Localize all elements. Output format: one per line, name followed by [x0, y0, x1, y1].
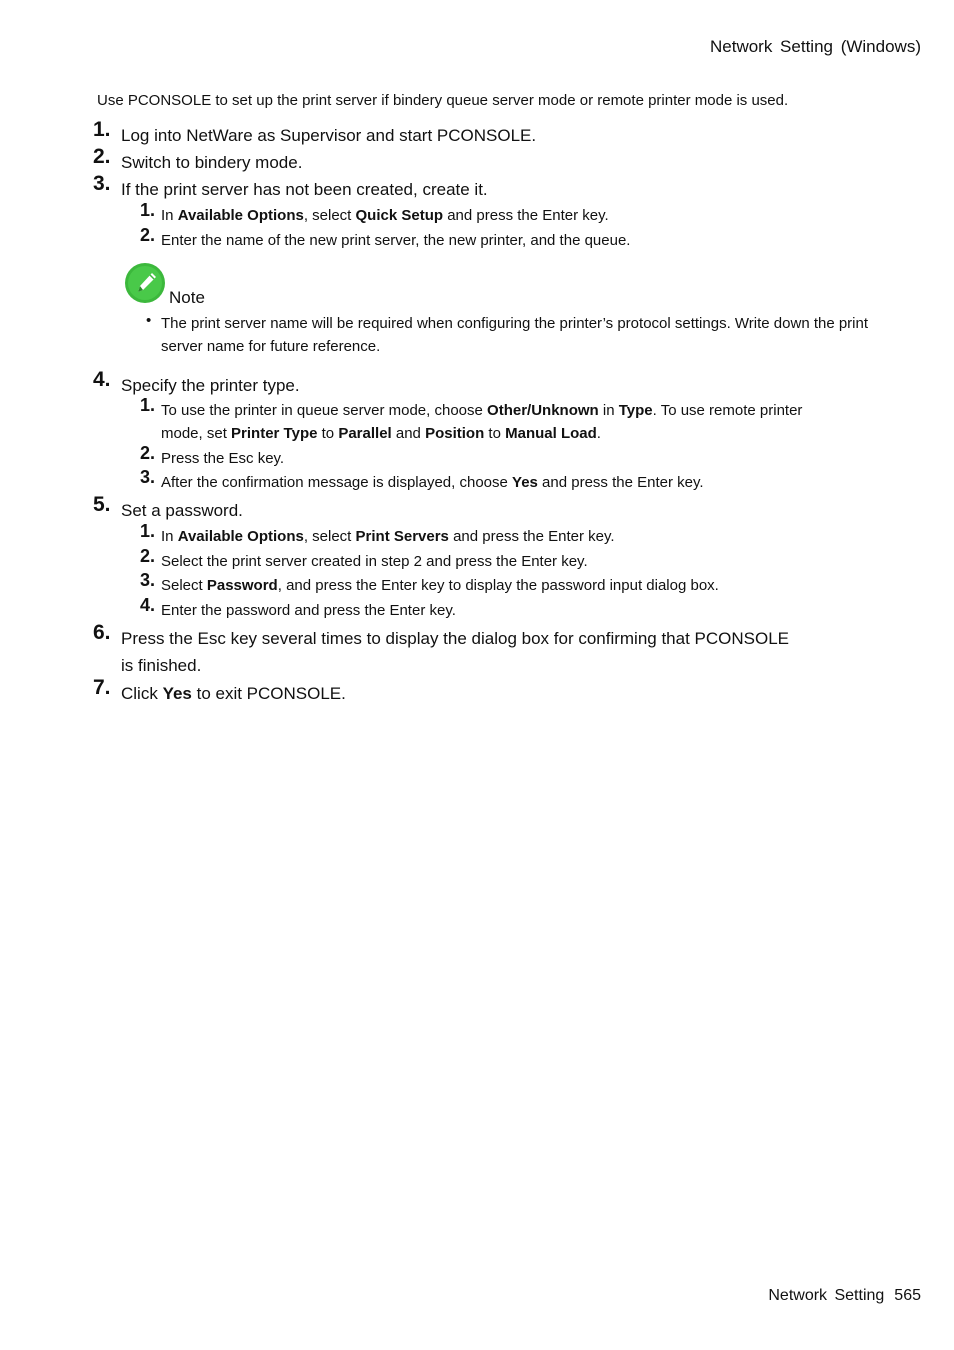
- substep-text-line1: To use the printer in queue server mode, choose Other/Unknown in Type. To use remote printer: [161, 402, 803, 419]
- step-text: If the print server has not been created, create it.: [121, 180, 488, 199]
- note-text: The print server name will be required when configuring the printer’s protocol settings. Write down the print server name for future reference.: [161, 315, 869, 355]
- step-number: 7.: [93, 676, 111, 699]
- substep-text: Press the Esc key.: [161, 450, 285, 467]
- step-text-line1: Press the Esc key several times to display the dialog box for confirming that PCONSOLE: [121, 629, 790, 648]
- note-label: Note: [169, 288, 205, 307]
- substep-text-line2: mode, set Printer Type to Parallel and Position to Manual Load.: [161, 425, 601, 442]
- substep-text: In Available Options, select Quick Setup and press the Enter key.: [161, 207, 609, 224]
- substep-number: 1.: [140, 200, 156, 220]
- step-text-line2: is finished.: [121, 656, 202, 675]
- substep-text: After the confirmation message is displayed, choose Yes and press the Enter key.: [161, 474, 704, 491]
- running-header: Network Setting (Windows): [709, 37, 921, 56]
- substep-text: Enter the name of the new print server, the new printer, and the queue.: [161, 232, 631, 249]
- step-number: 1.: [93, 118, 111, 141]
- bullet-mark: •: [146, 312, 152, 329]
- substep-text: In Available Options, select Print Servers and press the Enter key.: [161, 528, 615, 545]
- step-number: 3.: [93, 172, 111, 195]
- substep-number: 2.: [140, 546, 156, 566]
- substep-text: Select Password, and press the Enter key to display the password input dialog box.: [161, 577, 719, 594]
- step-text: Switch to bindery mode.: [121, 153, 303, 172]
- substep-text: Enter the password and press the Enter key.: [161, 602, 456, 619]
- substep-number: 4.: [140, 595, 156, 615]
- step-number: 6.: [93, 621, 111, 644]
- step-number: 2.: [93, 145, 111, 168]
- page-number: 565: [894, 1287, 921, 1304]
- step-text: Set a password.: [121, 501, 243, 520]
- running-footer: [768, 1287, 921, 1305]
- substep-number: 1.: [140, 395, 156, 415]
- step-number: 4.: [93, 368, 111, 391]
- step-text: Click Yes to exit PCONSOLE.: [121, 684, 346, 703]
- substep-number: 2.: [140, 225, 156, 245]
- substep-text: Select the print server created in step 2 and press the Enter key.: [161, 553, 588, 570]
- pencil-note-icon: [124, 262, 166, 304]
- substep-number: 3.: [140, 467, 156, 487]
- intro-paragraph: Use PCONSOLE to set up the print server if bindery queue server mode or remote printer mode is used.: [97, 92, 789, 109]
- substep-number: 1.: [140, 521, 156, 541]
- substep-number: 3.: [140, 570, 156, 590]
- footer-section: Network Setting: [768, 1287, 885, 1304]
- substep-number: 2.: [140, 443, 156, 463]
- step-text: Specify the printer type.: [121, 376, 300, 395]
- step-text: Log into NetWare as Supervisor and start PCONSOLE.: [121, 126, 537, 145]
- step-number: 5.: [93, 493, 111, 516]
